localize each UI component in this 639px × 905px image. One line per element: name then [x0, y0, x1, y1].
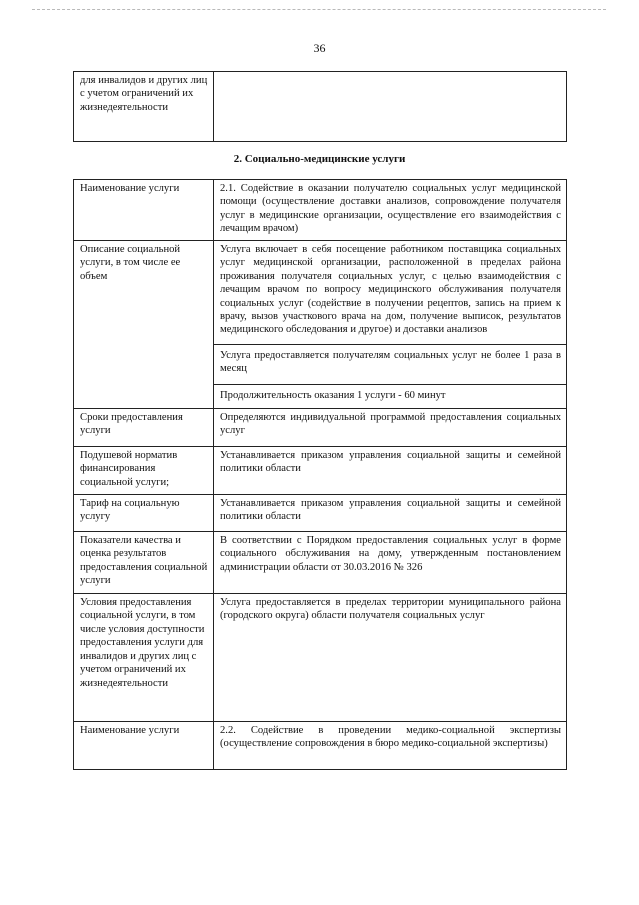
row-value — [214, 72, 567, 142]
table-row — [74, 180, 567, 241]
table-row — [74, 409, 567, 447]
row-label: Наименование услуги — [74, 180, 214, 241]
row-label: для инвалидов и других лиц с учетом ограничений их жизнедеятельности — [74, 72, 214, 142]
table-row — [74, 72, 567, 142]
section-title: 2. Социально-медицинские услуги — [233, 153, 406, 165]
row-paragraph: В соответствии с Порядком предоставления социальных услуг в форме социального обслуживания на дому, утвержденным постановлением администрации области от 30.03.2016 № 326 — [220, 535, 561, 573]
row-paragraph: Устанавливается приказом управления социальной защиты и семейной политики области — [220, 450, 561, 475]
row-paragraph: Услуга предоставляется в пределах территории муниципального района (городского округа) области получателя социальных услуг — [220, 597, 561, 622]
row-value — [214, 409, 567, 447]
row-paragraph: Определяются индивидуальной программой предоставления социальных услуг — [220, 412, 561, 437]
table-row — [74, 241, 567, 409]
table-row — [74, 594, 567, 722]
row-paragraph: 2.1. Содействие в оказании получателю социальных услуг медицинской помощи (осуществление доставки анализов, сопровождение получателя услуг в медицинские организации, осуществление его взаимодействия с лечащим врачом) — [220, 183, 561, 235]
row-value — [214, 495, 567, 532]
table-row — [74, 495, 567, 532]
row-paragraph: 2.2. Содействие в проведении медико-социальной экспертизы (осуществление сопровождения в бюро медико-социальной экспертизы) — [220, 725, 561, 750]
row-value — [214, 532, 567, 594]
row-value — [214, 594, 567, 722]
scan-edge-line — [32, 9, 606, 10]
row-label: Наименование услуги — [74, 722, 214, 770]
row-label: Подушевой норматив финансирования социальной услуги; — [74, 447, 214, 495]
row-paragraph: Услуга включает в себя посещение работником поставщика социальных услуг медицинской организации, расположенной в пределах района проживания получателя социальных услуг, с целью взаимодействия с лечащим врачом по вопросу медицинского обслуживания получателя социальных услуг (содействие в получении рецептов, запись на прием к врачу, вызов участкового врача на дом, получение выписок, результатов медицинского обследования и другое) и доставки анализов — [220, 244, 561, 336]
row-label: Сроки предоставления услуги — [74, 409, 214, 447]
row-paragraph: Продолжительность оказания 1 услуги - 60 минут — [214, 384, 566, 405]
table-row — [74, 722, 567, 770]
page-number: 36 — [313, 41, 326, 55]
continuation-table — [73, 71, 567, 142]
service-table — [73, 179, 567, 770]
row-label: Условия предоставления социальной услуги, в том числе условия доступности предоставления услуги для инвалидов и других лиц с учетом ограничений их жизнедеятельности — [74, 594, 214, 722]
row-paragraph: Устанавливается приказом управления социальной защиты и семейной политики области — [220, 498, 561, 523]
row-label: Описание социальной услуги, в том числе ее объем — [74, 241, 214, 409]
row-paragraph: Услуга предоставляется получателям социальных услуг не более 1 раза в месяц — [214, 344, 566, 381]
row-value — [214, 722, 567, 770]
table-row — [74, 532, 567, 594]
row-value — [214, 241, 567, 409]
table-row — [74, 447, 567, 495]
row-label: Показатели качества и оценка результатов предоставления социальной услуги — [74, 532, 214, 594]
row-label: Тариф на социальную услугу — [74, 495, 214, 532]
row-value — [214, 447, 567, 495]
row-value — [214, 180, 567, 241]
